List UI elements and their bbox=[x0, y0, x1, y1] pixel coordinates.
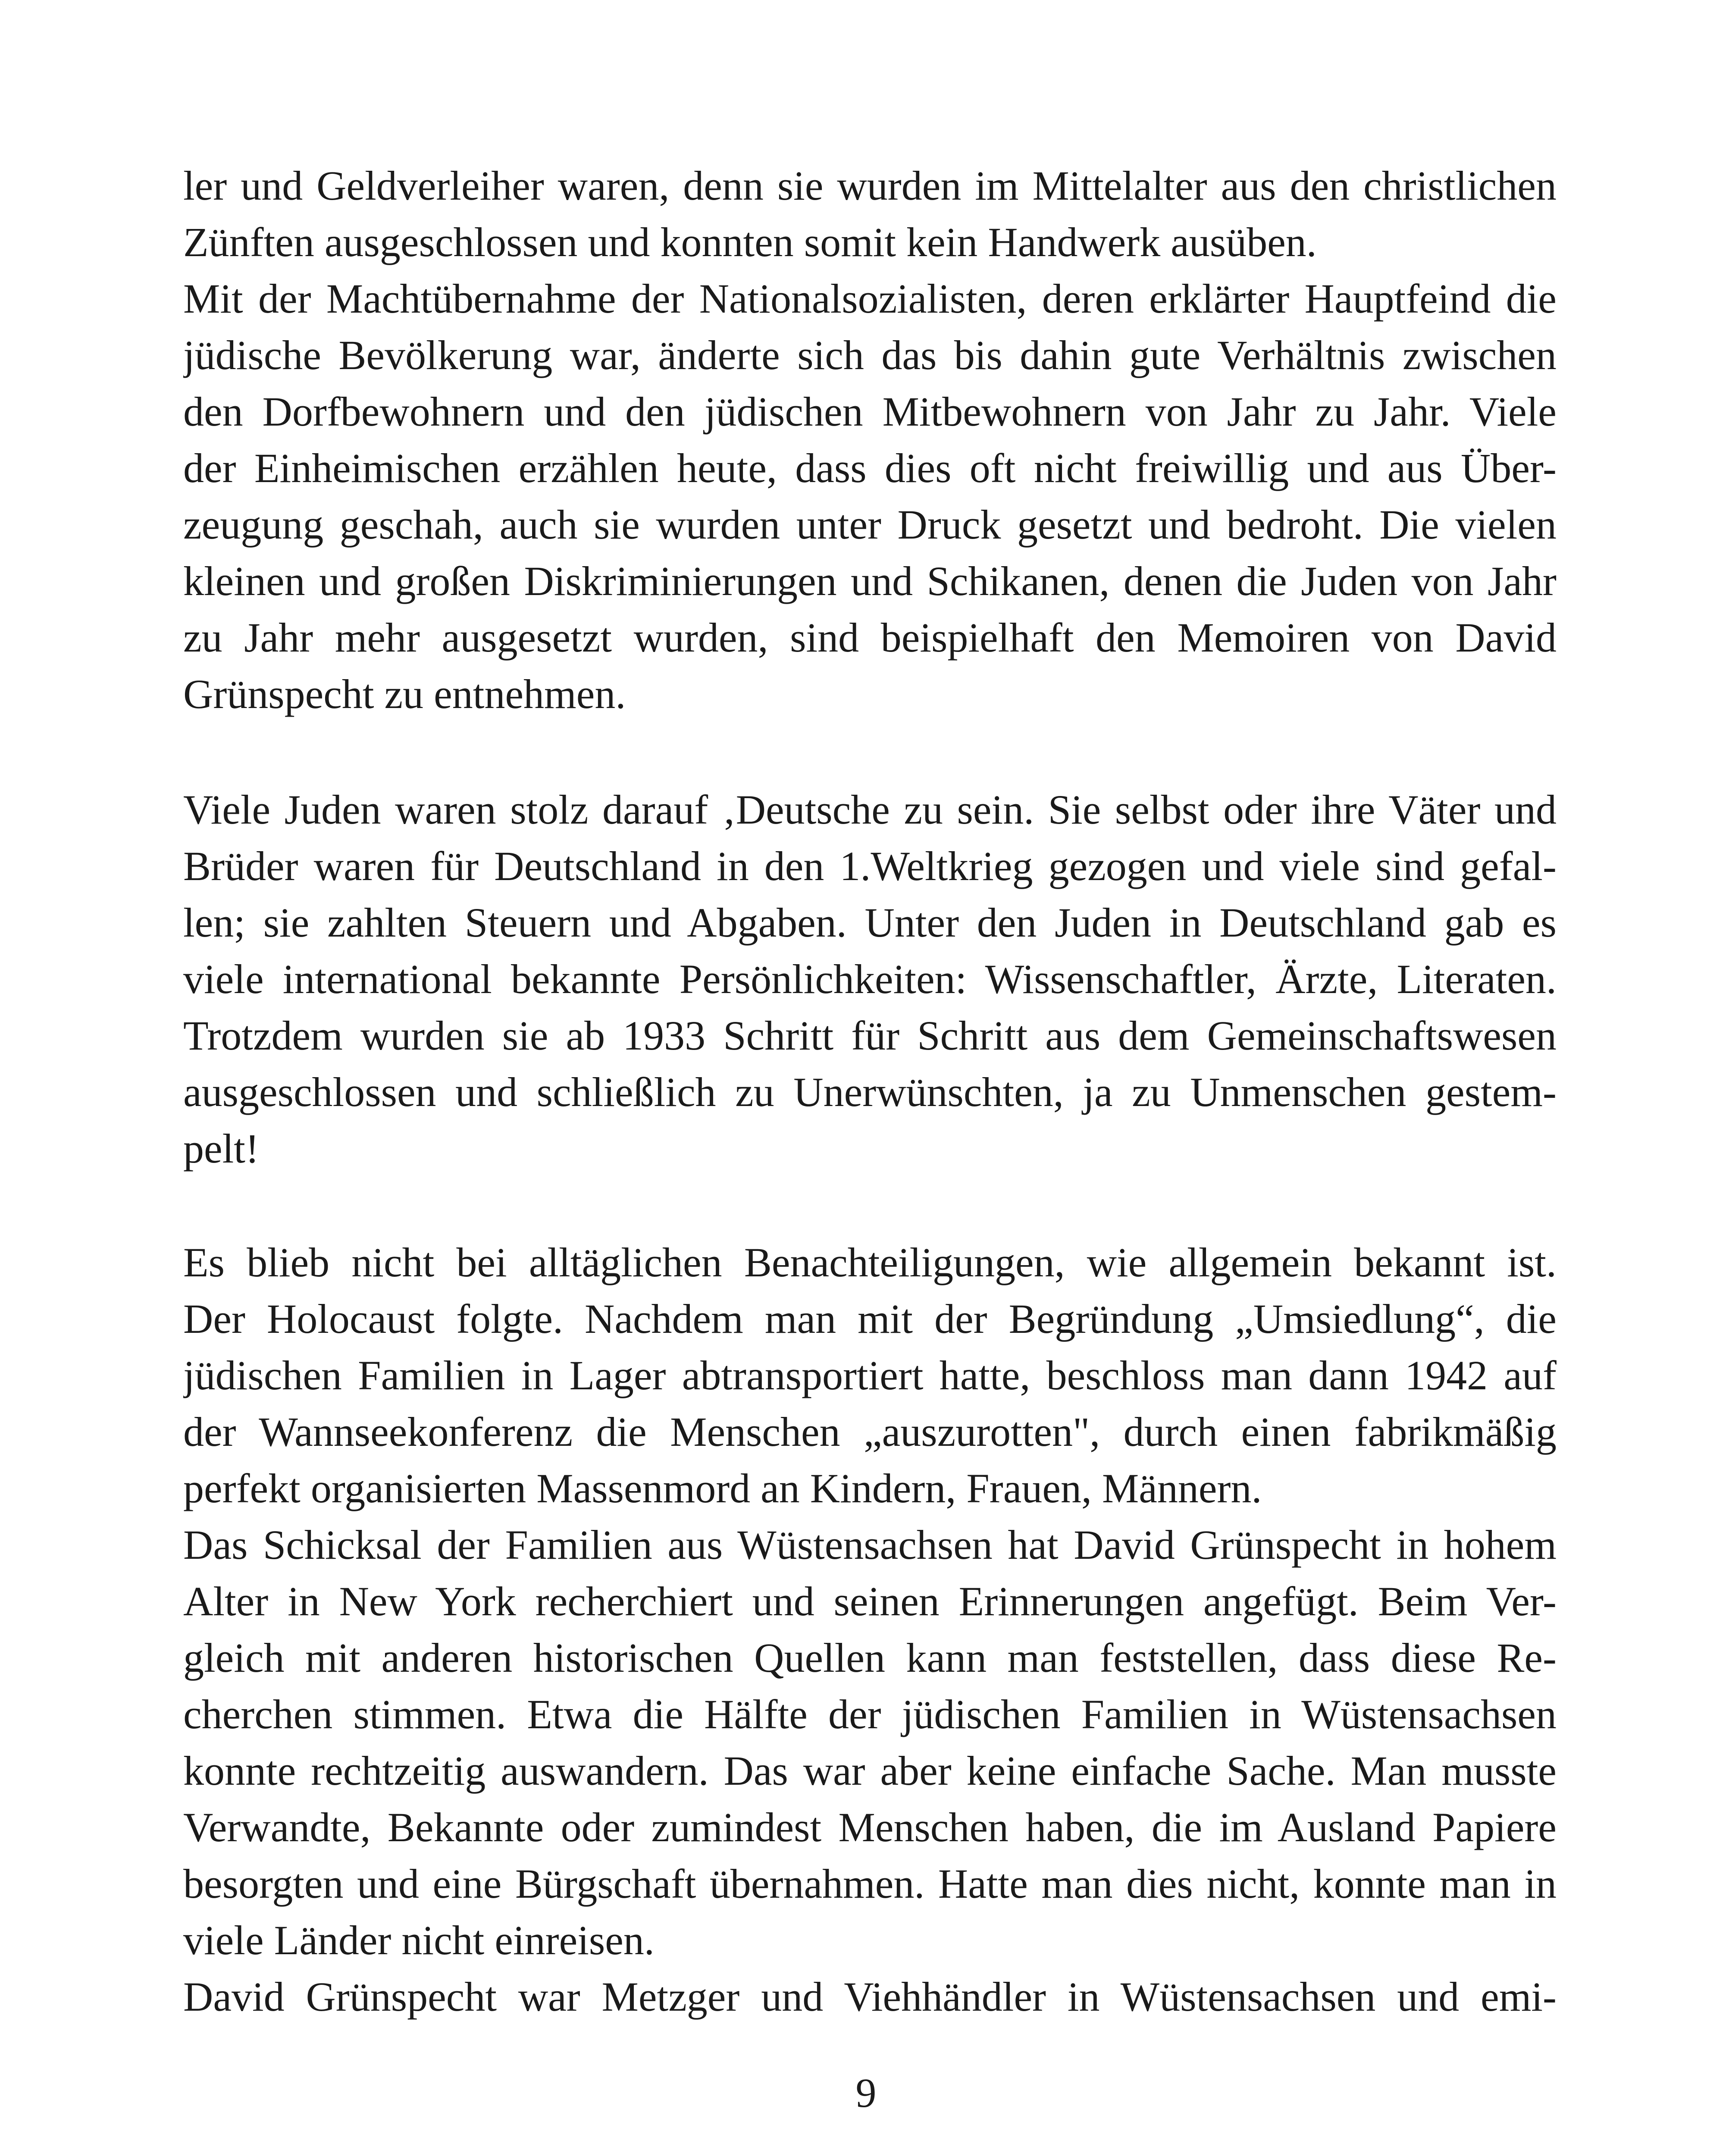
text-line: viele Länder nicht einreisen. bbox=[183, 1917, 655, 1963]
page-number: 9 bbox=[855, 2070, 877, 2116]
text-line: viele international bekannte Persönlichkeiten: Wissenschaftler, Ärzte, Literaten. bbox=[183, 956, 1557, 1002]
text-line: besorgten und eine Bürgschaft übernahmen. Hatte man dies nicht, konnte man in bbox=[183, 1861, 1557, 1907]
text-line: den Dorfbewohnern und den jüdischen Mitbewohnern von Jahr zu Jahr. Viele bbox=[183, 389, 1557, 435]
text-line: cherchen stimmen. Etwa die Hälfte der jüdischen Familien in Wüstensachsen bbox=[183, 1691, 1557, 1737]
text-line: Das Schicksal der Familien aus Wüstensachsen hat David Grünspecht in hohem bbox=[183, 1522, 1557, 1568]
text-line: der Wannseekonferenz die Menschen „auszurotten", durch einen fabrikmäßig bbox=[183, 1409, 1557, 1455]
text-line: Viele Juden waren stolz darauf ‚Deutsche zu sein. Sie selbst oder ihre Väter und bbox=[183, 787, 1557, 833]
text-line: Zünften ausgeschlossen und konnten somit kein Handwerk ausüben. bbox=[183, 219, 1317, 265]
text-line: Mit der Machtübernahme der Nationalsozialisten, deren erklärter Hauptfeind die bbox=[183, 276, 1557, 322]
text-line: Verwandte, Bekannte oder zumindest Menschen haben, die im Ausland Papiere bbox=[183, 1804, 1557, 1850]
text-line: perfekt organisierten Massenmord an Kindern, Frauen, Männern. bbox=[183, 1465, 1262, 1511]
text-line: len; sie zahlten Steuern und Abgaben. Unter den Juden in Deutschland gab es bbox=[183, 899, 1557, 946]
text-line: jüdischen Familien in Lager abtransportiert hatte, beschloss man dann 1942 auf bbox=[183, 1352, 1557, 1398]
text-line: Alter in New York recherchiert und seinen Erinnerungen angefügt. Beim Ver- bbox=[183, 1578, 1557, 1624]
text-line: kleinen und großen Diskriminierungen und Schikanen, denen die Juden von Jahr bbox=[183, 558, 1557, 604]
text-line: zeugung geschah, auch sie wurden unter Druck gesetzt und bedroht. Die vielen bbox=[183, 501, 1557, 548]
text-line: Es blieb nicht bei alltäglichen Benachteiligungen, wie allgemein bekannt ist. bbox=[183, 1239, 1557, 1285]
text-line: pelt! bbox=[183, 1125, 259, 1172]
text-line: zu Jahr mehr ausgesetzt wurden, sind beispielhaft den Memoiren von David bbox=[183, 614, 1557, 661]
text-line: David Grünspecht war Metzger und Viehhändler in Wüstensachsen und emi- bbox=[183, 1974, 1557, 2020]
text-line: ler und Geldverleiher waren, denn sie wurden im Mittelalter aus den christlichen bbox=[183, 163, 1557, 209]
text-line: ausgeschlossen und schließlich zu Unerwünschten, ja zu Unmenschen gestem- bbox=[183, 1069, 1557, 1115]
text-line: Der Holocaust folgte. Nachdem man mit der Begründung „Umsiedlung“, die bbox=[183, 1296, 1557, 1342]
text-line: Trotzdem wurden sie ab 1933 Schritt für Schritt aus dem Gemeinschaftswesen bbox=[183, 1012, 1557, 1059]
text-line: Grünspecht zu entnehmen. bbox=[183, 671, 626, 717]
text-line: Brüder waren für Deutschland in den 1.Weltkrieg gezogen und viele sind gefal- bbox=[183, 843, 1557, 889]
text-line: konnte rechtzeitig auswandern. Das war aber keine einfache Sache. Man musste bbox=[183, 1748, 1557, 1794]
text-line: gleich mit anderen historischen Quellen kann man feststellen, dass diese Re- bbox=[183, 1635, 1557, 1681]
paragraph-block-2 bbox=[183, 781, 1557, 1177]
text-line: jüdische Bevölkerung war, änderte sich das bis dahin gute Verhältnis zwischen bbox=[183, 332, 1557, 378]
paragraph-block-3 bbox=[183, 1234, 1557, 2025]
paragraph-block-1 bbox=[183, 157, 1557, 722]
text-line: der Einheimischen erzählen heute, dass dies oft nicht freiwillig und aus Über- bbox=[183, 445, 1557, 491]
